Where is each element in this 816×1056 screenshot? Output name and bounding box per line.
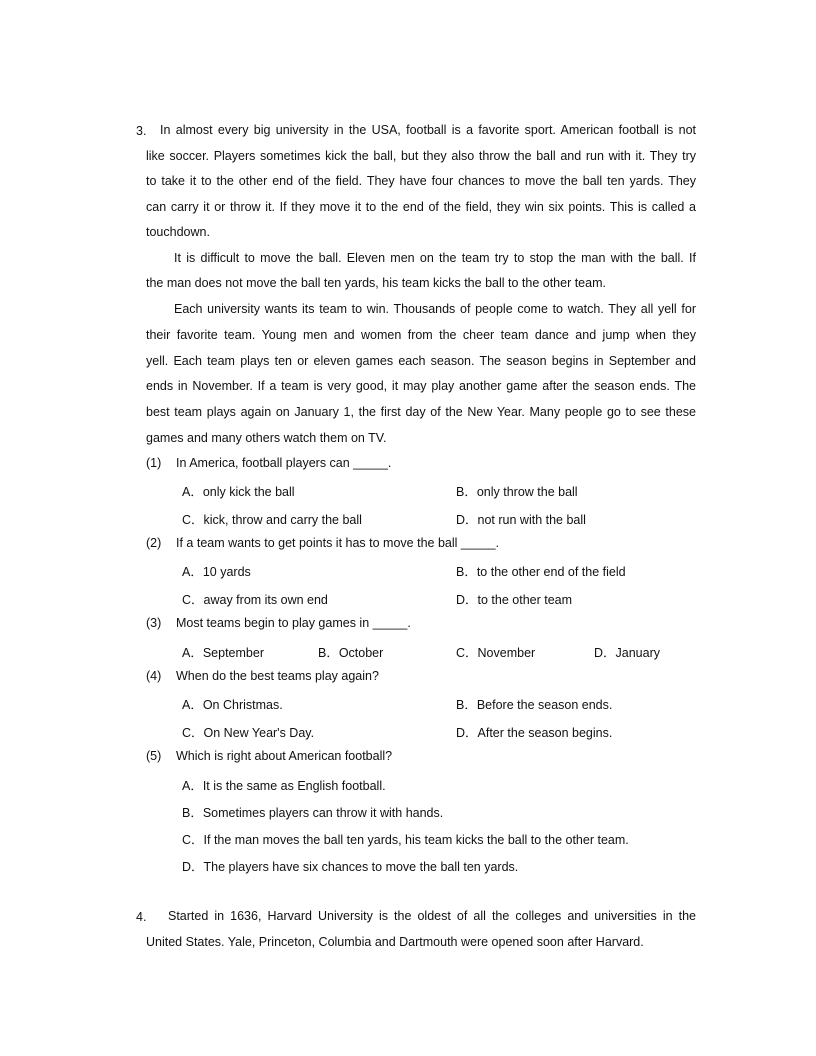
passage-line: games and many others watch them on TV. [146, 431, 387, 445]
subquestion-2-option-d: D．to the other team [456, 593, 573, 607]
subquestion-1-number: (1) [146, 456, 162, 470]
passage-line: It is difficult to move the ball. Eleven men on the team try to stop the man with the ball. If [174, 251, 696, 265]
subquestion-3-option-c: C．November [456, 646, 536, 660]
passage-line: best team plays again on January 1, the first day of the New Year. Many people go to see these [146, 405, 696, 419]
subquestion-2-number: (2) [146, 536, 162, 550]
question-4-number: 4. [136, 910, 147, 924]
subquestion-3-option-b: B．October [318, 646, 384, 660]
passage-line: Started in 1636, Harvard University is the oldest of all the colleges and universities in the [168, 909, 696, 923]
passage-line: United States. Yale, Princeton, Columbia and Dartmouth were opened soon after Harvard. [146, 935, 644, 949]
passage-line: the man does not move the ball ten yards, his team kicks the ball to the other team. [146, 276, 606, 290]
passage-line: to take it to the other end of the field. They have four chances to move the ball ten yards. They [146, 174, 696, 188]
subquestion-1-option-a: A．only kick the ball [182, 485, 295, 499]
subquestion-4-option-b: B．Before the season ends. [456, 698, 613, 712]
subquestion-4-option-a: A．On Christmas. [182, 698, 283, 712]
subquestion-2-option-a: A．10 yards [182, 565, 251, 579]
passage-line: touchdown. [146, 225, 210, 239]
subquestion-3-number: (3) [146, 616, 162, 630]
passage-line: can carry it or throw it. If they move it to the end of the field, they win six points. This is called a [146, 200, 696, 214]
subquestion-1-option-b: B．only throw the ball [456, 485, 578, 499]
passage-line: yell. Each team plays ten or eleven games each season. The season begins in September and [146, 354, 696, 368]
subquestion-2-option-c: C．away from its own end [182, 593, 328, 607]
subquestion-1-option-d: D．not run with the ball [456, 513, 586, 527]
subquestion-5-option-b: B．Sometimes players can throw it with hands. [182, 806, 444, 820]
passage-line: like soccer. Players sometimes kick the ball, but they also throw the ball and run with it. They try [146, 149, 696, 163]
subquestion-5-number: (5) [146, 749, 162, 763]
passage-line: In almost every big university in the USA, football is a favorite sport. American football is not [160, 123, 696, 137]
subquestion-5-text: Which is right about American football? [176, 749, 393, 763]
subquestion-4-option-d: D．After the season begins. [456, 726, 613, 740]
subquestion-5-option-d: D．The players have six chances to move the ball ten yards. [182, 860, 519, 874]
subquestion-2-option-b: B．to the other end of the field [456, 565, 626, 579]
passage-line: ends in November. If a team is very good, it may play another game after the season ends. The [146, 379, 696, 393]
subquestion-3-option-d: D．January [594, 646, 660, 660]
subquestion-4-text: When do the best teams play again? [176, 669, 379, 683]
subquestion-1-option-c: C．kick, throw and carry the ball [182, 513, 362, 527]
subquestion-4-option-c: C．On New Year's Day. [182, 726, 315, 740]
subquestion-5-option-a: A．It is the same as English football. [182, 779, 386, 793]
subquestion-4-number: (4) [146, 669, 162, 683]
subquestion-5-option-c: C．If the man moves the ball ten yards, his team kicks the ball to the other team. [182, 833, 629, 847]
subquestion-1-text: In America, football players can _____. [176, 456, 392, 470]
subquestion-2-text: If a team wants to get points it has to move the ball _____. [176, 536, 500, 550]
passage-line: Each university wants its team to win. Thousands of people come to watch. They all yell for [174, 302, 696, 316]
subquestion-3-option-a: A．September [182, 646, 264, 660]
subquestion-3-text: Most teams begin to play games in _____. [176, 616, 411, 630]
question-3-number: 3. [136, 124, 147, 138]
passage-line: their favorite team. Young men and women from the cheer team dance and jump when they [146, 328, 696, 342]
